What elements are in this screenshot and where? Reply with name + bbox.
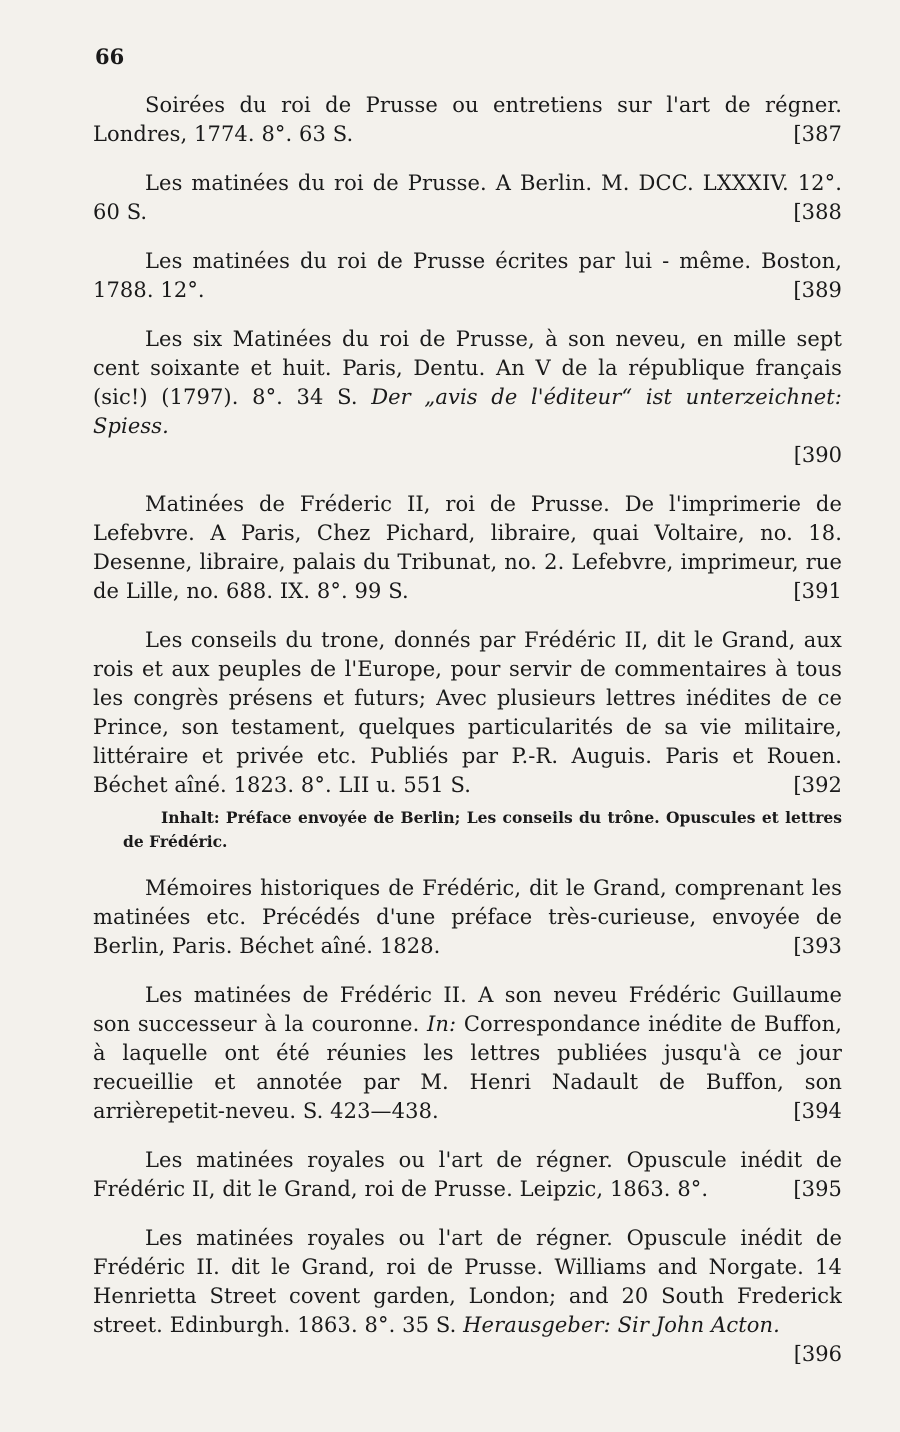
entry-number: [391 bbox=[793, 579, 842, 603]
page-number: 66 bbox=[95, 44, 125, 69]
editor-note: Herausgeber: Sir John Acton. bbox=[463, 1313, 780, 1337]
entry-393 bbox=[93, 874, 842, 961]
entry-text: Les six Matinées du roi de Prusse, à son neveu, en mille sept cent soixante et huit. Paris, Dentu. An V de la république français (sic!) (1797). 8°. 34 S. Der „avis de l'éditeur“ ist unterzeichnet: Spiess. bbox=[93, 327, 842, 438]
entry-395 bbox=[93, 1146, 842, 1204]
entry-text: Matinées de Fréderic II, roi de Prusse. De l'imprimerie de Lefebvre. A Paris, Chez Pichard, libraire, quai Voltaire, no. 18. Desenne, libraire, palais du Tribunat, no. 2. Lefebvre, imprimeur, rue de Lille, no. 688. IX. 8°. 99 S. [391 bbox=[93, 490, 842, 606]
entry-389 bbox=[93, 247, 842, 305]
entry-number: [387 bbox=[793, 122, 842, 146]
entry-text: Mémoires historiques de Frédéric, dit le Grand, comprenant les matinées etc. Précédés d'une préface très-curieuse, envoyée de Berlin, Paris. Béchet aîné. 1828. [393 bbox=[93, 874, 842, 961]
entry-text: Les matinées de Frédéric II. A son neveu Frédéric Guillaume son successeur à la couronne. In: Correspondance inédite de Buffon, à laquelle ont été réunies les lettres publiées jusqu'à ce jour recueillie et annotée par M. Henri Nadault de Buffon, son arrièrepetit-neveu. S. 423—438. [394 bbox=[93, 981, 842, 1126]
entry-text: Les matinées royales ou l'art de régner. Opuscule inédit de Frédéric II, dit le Grand, roi de Prusse. Leipzic, 1863. 8°. [395 bbox=[93, 1146, 842, 1204]
entry-number: [394 bbox=[793, 1099, 842, 1123]
entry-number: [390 bbox=[793, 443, 842, 467]
entry-text: Les conseils du trone, donnés par Frédéric II, dit le Grand, aux rois et aux peuples de l'Europe, pour servir de commentaires à tous les congrès présens et futurs; Avec plusieurs lettres inédites de ce Prince, son testament, quelques particularités de sa vie militaire, littéraire et privée etc. Publiés par P.-R. Auguis. Paris et Rouen. Béchet aîné. 1823. 8°. LII u. 551 S. [392 bbox=[93, 626, 842, 800]
entry-number: [393 bbox=[793, 934, 842, 958]
entry-text: Les matinées du roi de Prusse. A Berlin. M. DCC. LXXXIV. 12°. 60 S. [388 bbox=[93, 169, 842, 227]
entry-number: [392 bbox=[793, 773, 842, 797]
entry-391 bbox=[93, 490, 842, 606]
entry-number: [388 bbox=[793, 200, 842, 224]
entry-387 bbox=[93, 91, 842, 149]
entry-388 bbox=[93, 169, 842, 227]
entry-text: Les matinées du roi de Prusse écrites par lui - même. Boston, 1788. 12°. [389 bbox=[93, 247, 842, 305]
entry-390 bbox=[93, 325, 842, 470]
entry-number: [389 bbox=[793, 278, 842, 302]
entry-footnote: Inhalt: Préface envoyée de Berlin; Les conseils du trône. Opuscules et lettres de Frédéric. bbox=[123, 808, 842, 851]
entry-text: Les matinées royales ou l'art de régner. Opuscule inédit de Frédéric II. dit le Grand, roi de Prusse. Williams and Norgate. 14 Henrietta Street covent garden, London; and 20 South Frederick street. Edinburgh. 1863. 8°. 35 S. Herausgeber: Sir John Acton. bbox=[93, 1226, 842, 1337]
entry-text: Soirées du roi de Prusse ou entretiens sur l'art de régner. Londres, 1774. 8°. 63 S. [387 bbox=[93, 91, 842, 149]
entry-number: [396 bbox=[793, 1342, 842, 1366]
entry-number: [395 bbox=[793, 1177, 842, 1201]
editor-note: Der „avis de l'éditeur“ ist unterzeichnet: Spiess. bbox=[93, 385, 842, 438]
entry-394 bbox=[93, 981, 842, 1126]
in-label: In: bbox=[427, 1012, 457, 1036]
entry-392 bbox=[93, 626, 842, 854]
entry-396 bbox=[93, 1224, 842, 1369]
